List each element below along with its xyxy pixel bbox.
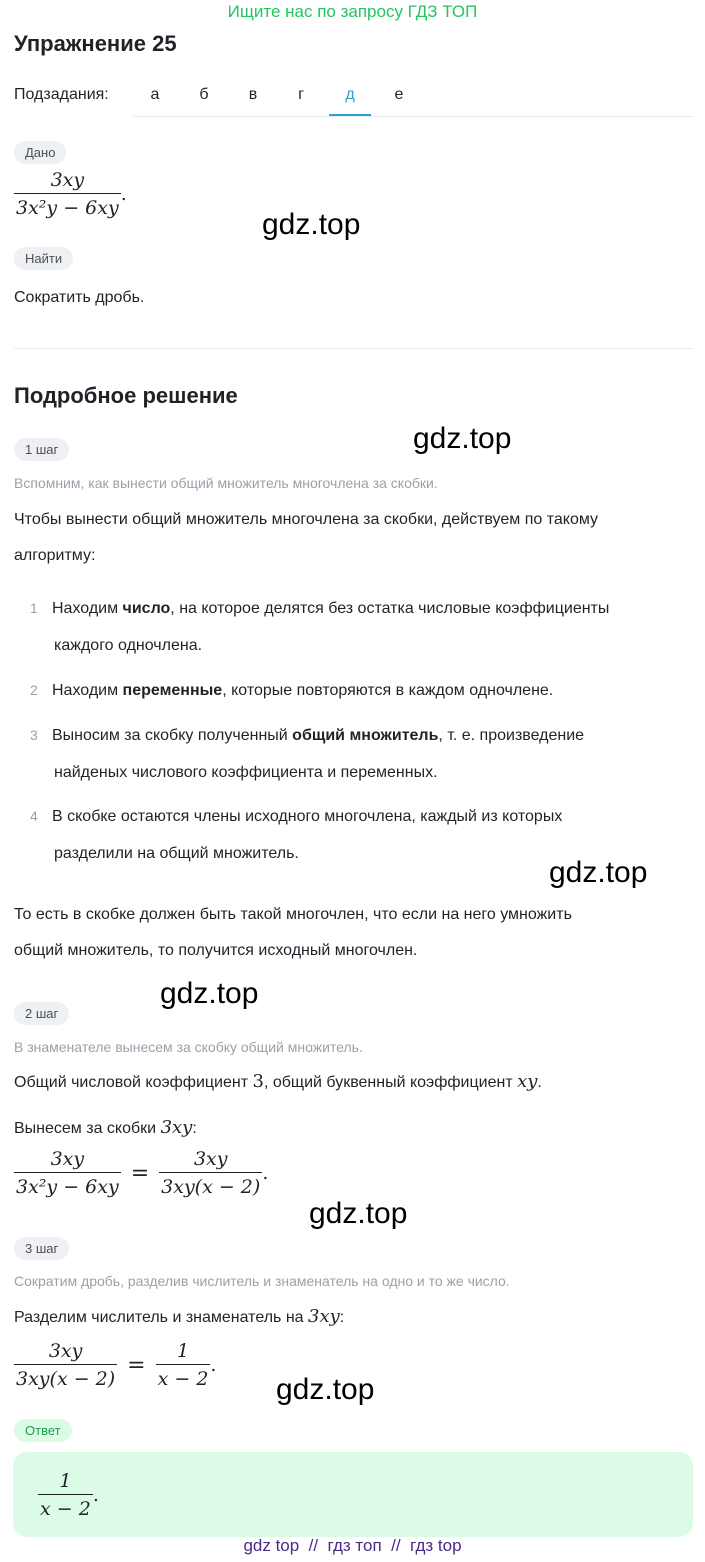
solution-heading: Подробное решение (14, 383, 238, 408)
step1-outro-line2: общий множитель, то получится исходный многочлен. (14, 942, 418, 959)
step3-badge: 3 шаг (14, 1237, 69, 1260)
list-item (30, 590, 690, 664)
step1-hint: Вспомним, как вынести общий множитель многочлена за скобки. (14, 475, 438, 491)
list-text: В скобке остаются члены исходного многочлена, каждый из которых (52, 808, 563, 825)
subtask-tabs (133, 78, 693, 117)
list-text-cont: разделили на общий множитель. (54, 845, 299, 862)
list-text: Находим (52, 600, 123, 617)
denominator: x − 2 (38, 1494, 93, 1520)
list-text: , т. е. произведение (438, 727, 585, 744)
subtasks-label: Подзадания: (14, 86, 109, 103)
equals-sign: = (127, 1352, 146, 1378)
list-number: 3 (30, 727, 38, 743)
text: , общий буквенный коэффициент (263, 1074, 518, 1091)
find-badge: Найти (14, 247, 73, 270)
list-text-cont: найденых числового коэффициента и переменных. (54, 764, 438, 781)
step2-hint: В знаменателе вынесем за скобку общий множитель. (14, 1039, 363, 1055)
watermark: gdz.top (549, 856, 648, 889)
step3-hint: Сократим дробь, разделив числитель и знаменатель на одно и то же число. (14, 1273, 510, 1289)
list-text-cont: каждого одночлена. (54, 637, 203, 654)
list-text: , которые повторяются в каждом одночлене. (222, 682, 554, 699)
list-text: Выносим за скобку полученный (52, 727, 293, 744)
math-number: 3 (252, 1071, 264, 1092)
numerator: 3xy (193, 1148, 228, 1170)
footer-links[interactable]: gdz top // гдз топ // гдз top (243, 1536, 462, 1555)
promo-banner: Ищите нас по запросу ГДЗ ТОП (227, 2, 478, 21)
step1-intro-line2: алгоритму: (14, 547, 96, 564)
step3-line (14, 1308, 344, 1327)
step1-badge: 1 шаг (14, 438, 69, 461)
denominator: 3xy(x − 2) (159, 1172, 262, 1198)
page-title: Упражнение 25 (14, 31, 177, 56)
list-number: 2 (30, 682, 38, 698)
answer-badge: Ответ (14, 1419, 72, 1442)
given-badge: Дано (14, 141, 66, 164)
find-text: Сократить дробь. (14, 289, 145, 306)
equals-sign: = (130, 1160, 150, 1186)
list-bold: число (122, 600, 171, 617)
numerator: 1 (59, 1470, 72, 1492)
tab-a[interactable]: а (150, 86, 160, 103)
step3-equation: $\frac{3xy}{3xy(x - 2)}$ = $\frac{1}{x - 2}$ . (16, 1340, 217, 1390)
list-number: 1 (30, 600, 38, 616)
tab-v[interactable]: в (248, 86, 258, 103)
text: Вынесем за скобки (14, 1120, 161, 1137)
text: : (192, 1120, 197, 1137)
answer-box (13, 1452, 693, 1537)
numerator: 1 (176, 1340, 190, 1362)
text: Разделим числитель и знаменатель на (14, 1309, 308, 1326)
math-variable: 3xy (308, 1306, 340, 1327)
step2-badge: 2 шаг (14, 1002, 69, 1025)
watermark: gdz.top (262, 208, 361, 241)
given-denominator: 3x²y − 6xy (14, 193, 121, 219)
list-text: , на которое делятся без остатка числовые коэффициенты (170, 600, 610, 617)
tab-g[interactable]: г (298, 86, 304, 103)
math-variable: 3xy (160, 1117, 193, 1138)
list-item (30, 672, 690, 709)
watermark: gdz.top (413, 422, 512, 455)
given-numerator: 3xy (50, 169, 85, 191)
list-bold: общий множитель (292, 727, 439, 744)
step1-outro-line1: То есть в скобке должен быть такой многочлен, что если на него умножить (14, 906, 572, 923)
step2-line2 (14, 1119, 197, 1138)
text: : (339, 1309, 345, 1326)
denominator: x − 2 (156, 1364, 211, 1390)
denominator: 3xy(x − 2) (14, 1364, 117, 1390)
text: . (537, 1074, 542, 1091)
step2-equation: $\frac{3xy}{\text{3x²y − 6xy}}$ = $\frac{3xy}{3xy(x - 2)}$ . (16, 1148, 269, 1198)
watermark: gdz.top (276, 1373, 375, 1406)
list-number: 4 (30, 808, 38, 824)
step2-line1 (14, 1073, 542, 1092)
tab-d[interactable]: д (345, 86, 355, 103)
numerator: 3xy (48, 1340, 83, 1362)
tab-b[interactable]: б (199, 86, 209, 103)
text: Общий числовой коэффициент (14, 1074, 253, 1091)
watermark: gdz.top (309, 1197, 408, 1230)
answer-fraction: $\frac{1}{x - 2}$ . (40, 1470, 99, 1520)
list-item (30, 717, 690, 791)
list-bold: переменные (122, 682, 223, 699)
step1-intro-line1: Чтобы вынести общий множитель многочлена за скобки, действуем по такому (14, 511, 599, 528)
tab-e[interactable]: е (394, 86, 404, 103)
given-fraction: $\frac{3xy}{\text{3x²y − 6xy}}$ . (16, 169, 127, 219)
denominator: 3x²y − 6xy (14, 1172, 121, 1198)
section-divider (14, 348, 693, 349)
numerator: 3xy (50, 1148, 85, 1170)
math-variable: xy (517, 1071, 538, 1092)
active-tab-indicator (329, 114, 371, 116)
list-text: Находим (52, 682, 123, 699)
watermark: gdz.top (160, 977, 259, 1010)
